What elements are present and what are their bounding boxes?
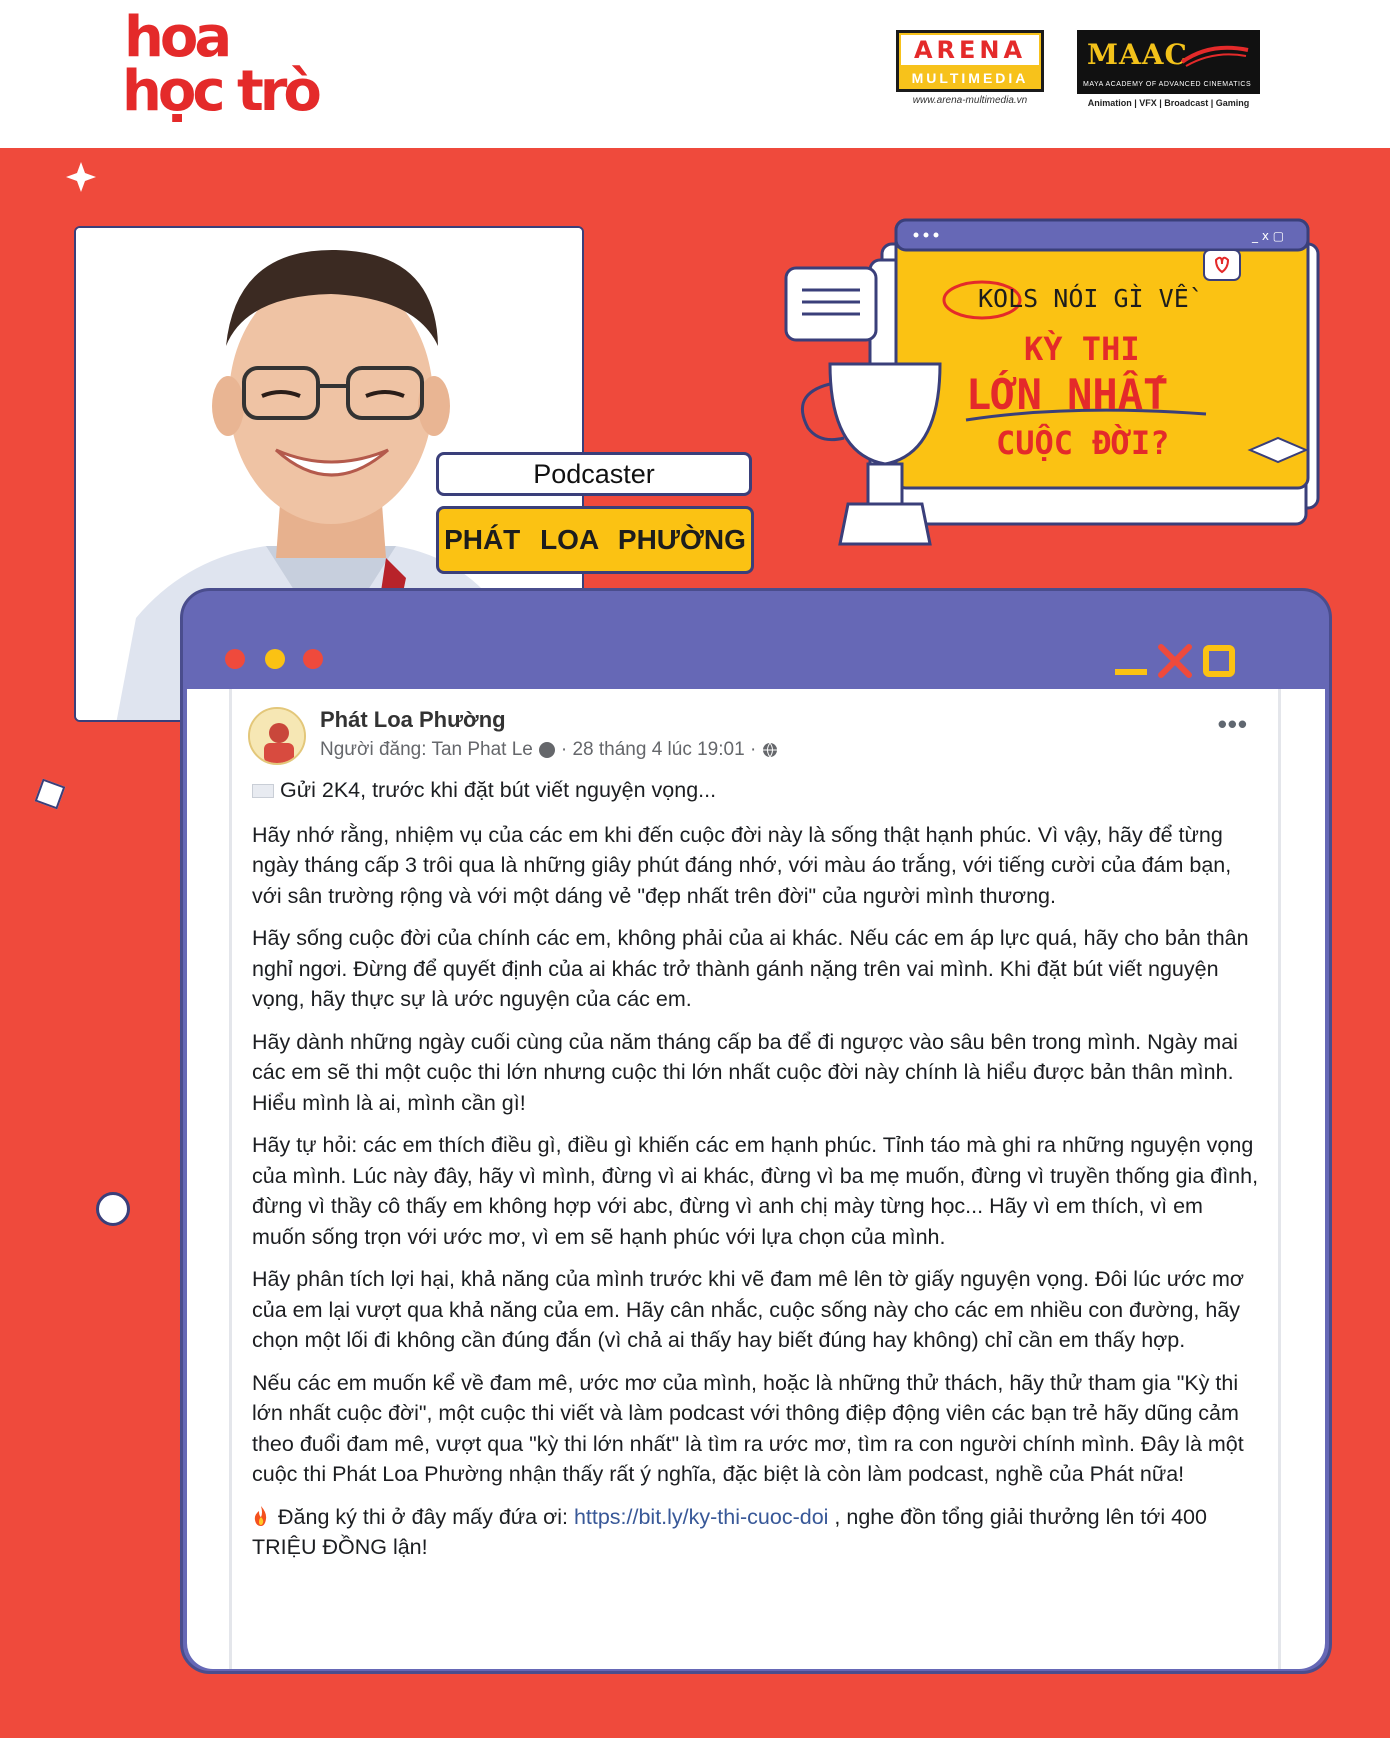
post-paragraph: Hãy dành những ngày cuối cùng của năm tháng cấp ba để đi ngược vào sâu bên trong mình. Ngày mai các em sẽ thi một cuộc thi lớn nhưng cuộc thi lớn nhất cuộc đời này chính là hiểu được bản thân mình. Hiểu mình là ai, mình cần gì! — [252, 1029, 1238, 1115]
maac-categories: Animation | VFX | Broadcast | Gaming — [1087, 98, 1250, 108]
logo-line-2: học trò — [122, 59, 318, 124]
post-poster: Người đăng: Tan Phat Le — [320, 739, 533, 760]
kols-line1 — [978, 284, 1189, 313]
minimize-icon[interactable] — [1113, 643, 1149, 679]
kols-highlight: KOLS — [978, 284, 1039, 313]
post-paragraph: Nếu các em muốn kể về đam mê, ước mơ của mình, hoặc là những thử thách, hãy thử tham gia "Kỳ thi lớn nhất cuộc đời", một cuộc thi viết và làm podcast với thông điệp động viên các bạn trẻ hãy dũng cảm theo đuổi đam mê, vượt qua "kỳ thi lớn nhất" là tìm ra ước mơ, tìm ra con người chính mình. Đây là một cuộc thi Phát Loa Phường nhận thấy rất ý nghĩa, đặc biệt là còn làm podcast, nghề của Phát nữa! — [252, 1370, 1244, 1486]
post-paragraph: Hãy tự hỏi: các em thích điều gì, điều gì khiến các em hạnh phúc. Tỉnh táo mà ghi ra những nguyện vọng của mình. Lúc này đây, hãy vì mình, đừng vì ai khác, đừng vì ba mẹ muốn, đừng vì truyền thống gia đình, đừng vì thầy cô thấy em không hợp với abc, đừng vì anh chị mày từng học... Hãy vì em thích, vì em muốn sống trọn với ước mơ, vì em sẽ hạnh phúc với lựa chọn của mình. — [252, 1133, 1259, 1249]
post-meta — [320, 739, 778, 761]
post-date[interactable]: · 28 tháng 4 lúc 19:01 · — [560, 739, 757, 760]
hoa-hoc-tro-logo[interactable] — [122, 5, 322, 130]
window-dot-yellow-icon[interactable] — [265, 649, 285, 669]
post-author[interactable]: Phát Loa Phường — [320, 707, 506, 732]
kols-line3: LỚN NHẤT — [966, 370, 1169, 419]
post-paragraph: Hãy nhớ rằng, nhiệm vụ của các em khi đến cuộc đời này là sống thật hạnh phúc. Vì vậy, hãy để từng ngày tháng cấp 3 trôi qua là những giây phút đáng nhớ, với màu áo trắng, với tiếng cười của đám bạn, với sân trường rộng và với một dáng vẻ "đẹp nhất trên đời" của người mình thương. — [252, 822, 1232, 908]
window-content — [187, 689, 1325, 1669]
profile-name: PHÁT LOA PHƯỜNG — [436, 506, 754, 574]
info-icon[interactable] — [539, 742, 555, 758]
signup-link[interactable]: https://bit.ly/ky-thi-cuoc-doi — [573, 1504, 829, 1529]
facebook-post-window — [180, 588, 1332, 1674]
facebook-post — [229, 689, 1281, 1669]
window-dot-red-icon[interactable] — [225, 649, 245, 669]
envelope-icon — [252, 784, 274, 798]
window-titlebar — [183, 591, 1329, 689]
globe-icon — [762, 742, 778, 758]
maac-tagline: MAYA ACADEMY OF ADVANCED CINEMATICS — [1083, 81, 1252, 88]
star-decoration-icon — [64, 160, 98, 194]
window-dot-red-2-icon[interactable] — [303, 649, 323, 669]
maac-name: MAAC — [1087, 38, 1188, 71]
circle-decoration-icon — [96, 1192, 130, 1226]
close-icon[interactable] — [1157, 643, 1193, 679]
avatar-image — [250, 709, 306, 765]
kols-line4: CUỘC ĐỜI? — [996, 424, 1170, 462]
maac-logo[interactable] — [1077, 30, 1260, 110]
post-intro — [252, 775, 1262, 806]
arena-subtitle: MULTIMEDIA — [911, 70, 1029, 86]
role-label: Podcaster — [436, 452, 752, 496]
arena-name: ARENA — [901, 35, 1039, 65]
more-options-button[interactable]: ••• — [1217, 709, 1248, 739]
cta-text-after: , nghe đồn tổng giải thưởng lên tới 400 TRIỆU ĐỒNG lận! — [252, 1504, 1207, 1559]
post-body — [252, 775, 1262, 1575]
post-paragraph: Hãy sống cuộc đời của chính các em, không phải của ai khác. Nếu các em áp lực quá, hãy cho bản thân nghỉ ngơi. Đừng để quyết định của ai khác trở thành gánh nặng trên vai mình. Khi đặt bút viết nguyện vọng, hãy thực sự là ước nguyện của các em. — [252, 926, 1249, 1011]
logo-line-1: hoa — [124, 5, 229, 70]
maximize-icon[interactable] — [1201, 643, 1237, 679]
kols-line1-rest: NÓI GÌ VỀ — [1053, 284, 1189, 313]
kols-line2: KỲ THI — [1024, 330, 1140, 368]
post-cta — [252, 1502, 1262, 1563]
fire-icon — [252, 1505, 270, 1527]
avatar[interactable] — [248, 707, 306, 765]
maac-swoosh-icon — [1180, 42, 1250, 68]
square-decoration-icon — [35, 779, 66, 810]
cta-text: Đăng ký thi ở đây mấy đứa ơi: — [278, 1504, 574, 1529]
post-paragraph: Hãy phân tích lợi hại, khả năng của mình trước khi vẽ đam mê lên tờ giấy nguyện vọng. Đôi lúc ước mơ của em lại vượt qua khả năng của em. Hãy cân nhắc, cuộc sống này cho các em nhiều con đường, hãy chọn một lối đi không cần đúng đắn (vì chả ai thấy hay biết đúng hay không) chỉ cần em thấy hợp. — [252, 1267, 1244, 1352]
kols-promo-card — [770, 214, 1330, 554]
arena-url: www.arena-multimedia.vn — [912, 95, 1028, 106]
svg-text:_ x ▢: _ x ▢ — [1252, 229, 1285, 243]
header-bar — [0, 0, 1390, 148]
post-intro-text: Gửi 2K4, trước khi đặt bút viết nguyện vọng... — [280, 778, 717, 802]
arena-multimedia-logo[interactable] — [896, 30, 1044, 110]
